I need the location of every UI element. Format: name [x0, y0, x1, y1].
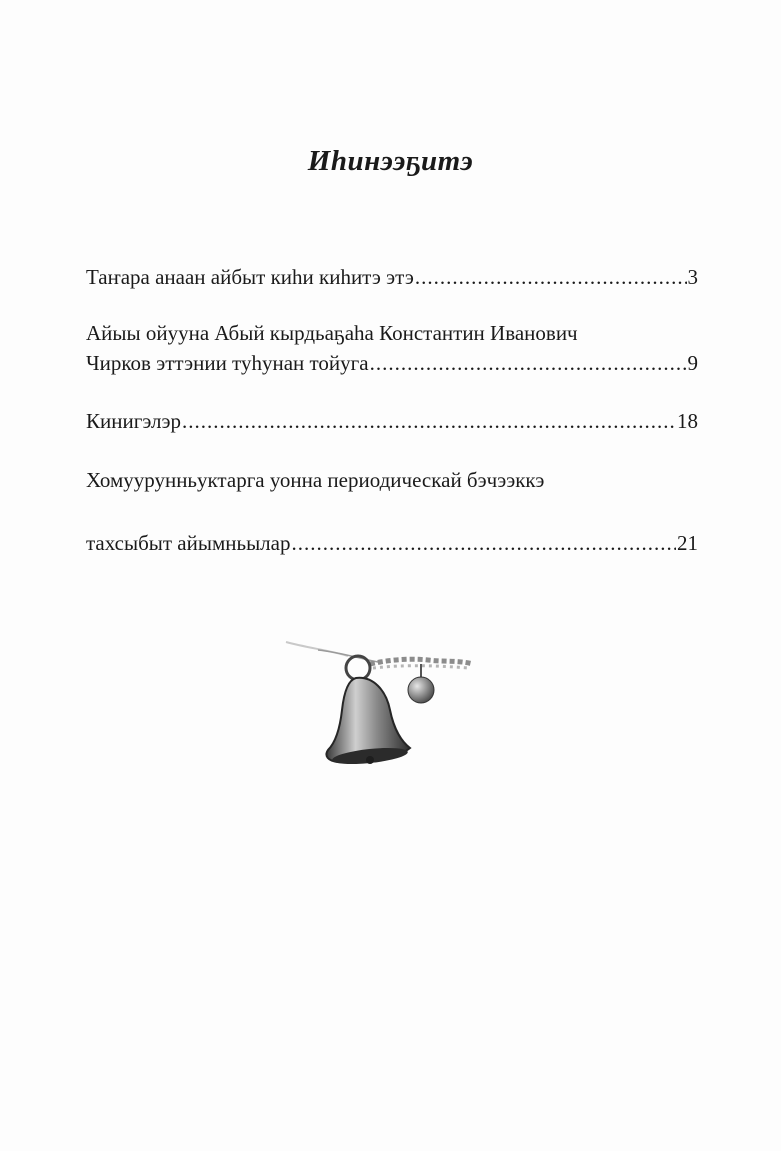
bell-icon [278, 630, 483, 770]
toc-page-number: 3 [687, 265, 698, 289]
toc-entry [86, 528, 698, 558]
toc-entry-title: Таҥара анаан айбыт киhи киhитэ этэ [86, 265, 414, 289]
toc-entry [86, 262, 698, 292]
page-title: Иhинээҕитэ [307, 145, 474, 177]
toc-entry-title-line: Айыы ойууна Абый кырдьаҕаhа Константин Иванович [86, 321, 578, 345]
toc-leader-dots [370, 348, 687, 378]
toc-entry [86, 348, 698, 378]
toc-leader-dots [415, 262, 687, 292]
toc-page-number: 21 [677, 531, 698, 555]
toc-leader-dots [182, 406, 676, 436]
toc-entry-title: Кинигэлэр [86, 409, 181, 433]
toc-entry-title-line: Хомуурунньуктарга уонна периодическай бэчээккэ [86, 468, 545, 492]
table-of-contents [86, 262, 698, 558]
toc-page-number: 18 [677, 409, 698, 433]
toc-entry-title: тахсыбыт айымньылар [86, 531, 291, 555]
toc-entry [86, 406, 698, 436]
toc-page-number: 9 [687, 351, 698, 375]
toc-entry-title: Чирков эттэнии туhунан тойуга [86, 351, 369, 375]
toc-leader-dots [291, 528, 676, 558]
